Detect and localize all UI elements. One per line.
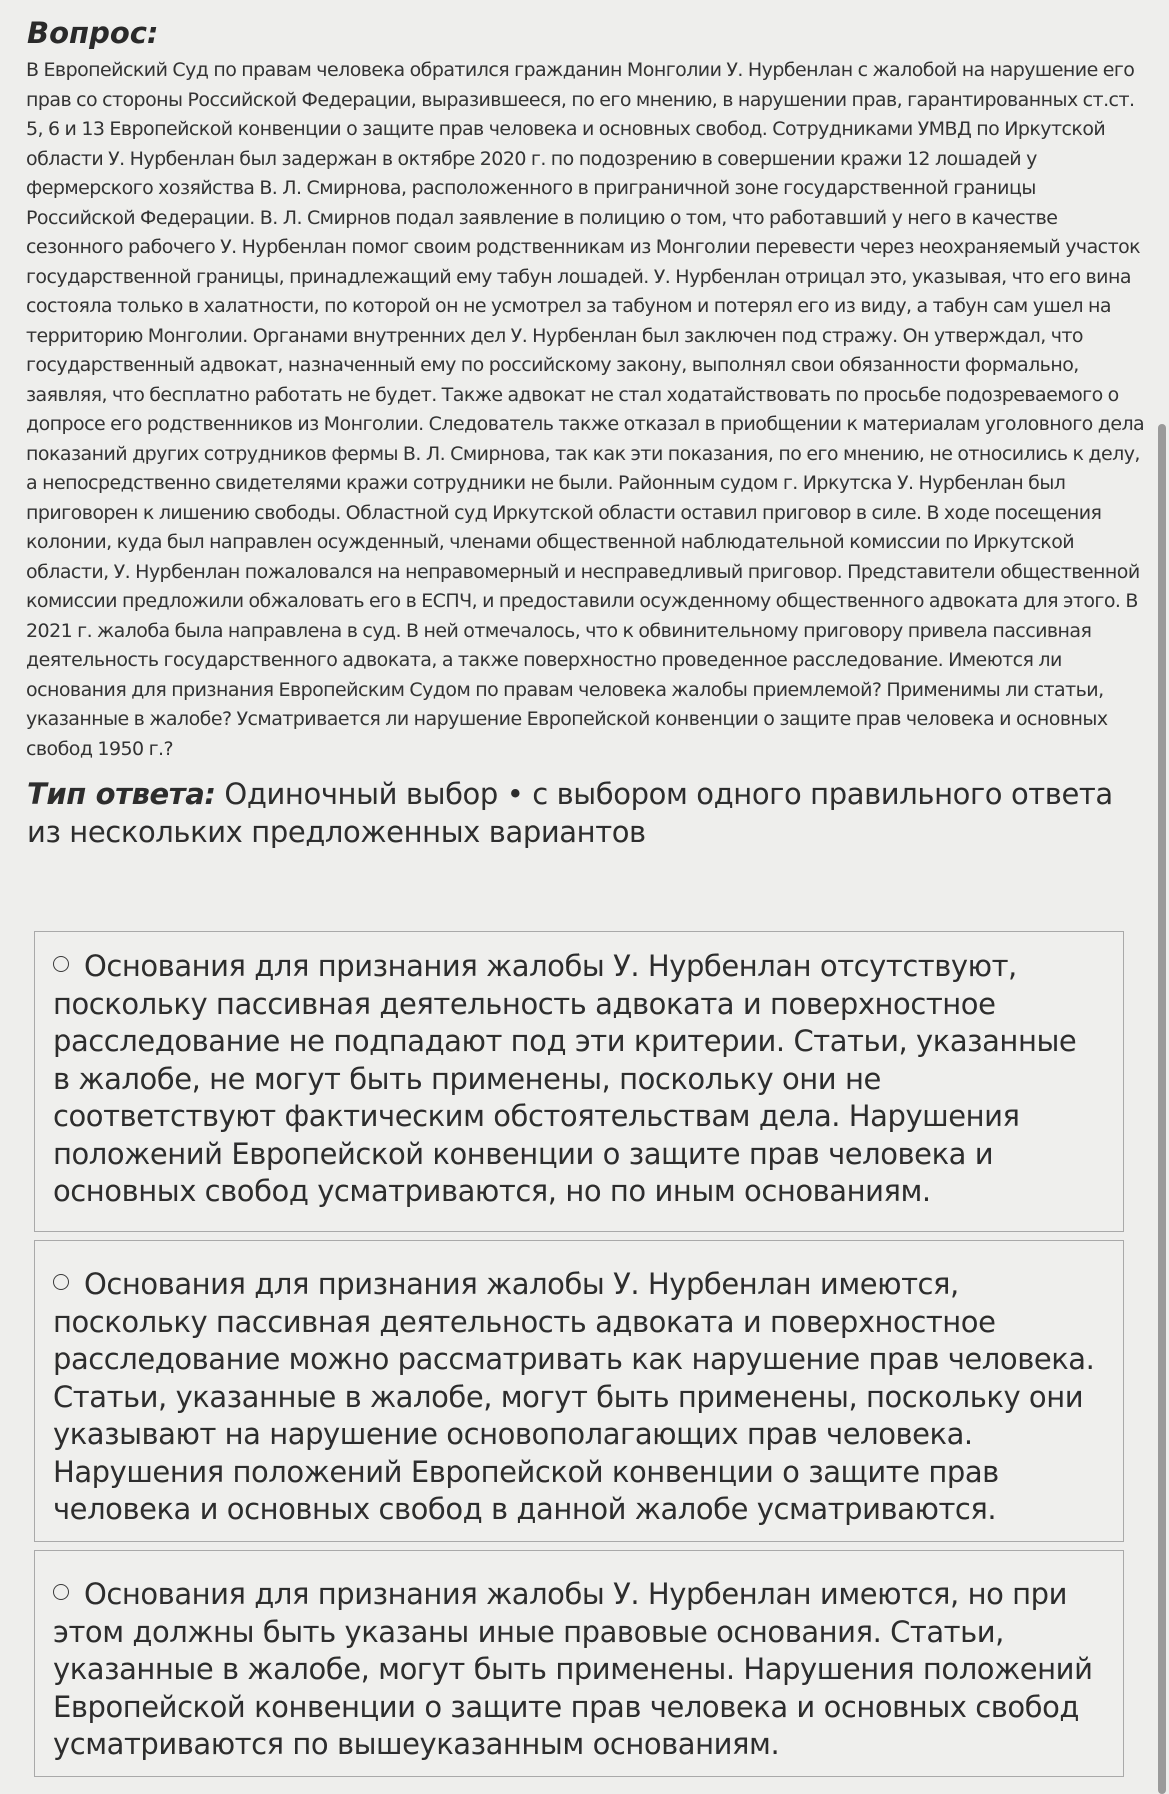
answer-type-label: Тип ответа: [27,777,216,811]
answer-option-2[interactable] [34,1240,1124,1542]
vertical-scrollbar[interactable] [1158,424,1166,1794]
radio-button-icon[interactable] [53,1584,69,1600]
question-heading: Вопрос: [27,16,159,50]
answer-type-value: Одиночный выбор • с выбором одного правильного ответа из нескольких предложенных вариантов [27,777,1113,849]
radio-button-icon[interactable] [53,956,69,972]
answer-option-1[interactable] [34,931,1124,1232]
answer-option-text: Основания для признания жалобы У. Нурбенлан отсутствуют, поскольку пассивная деятельность адвоката и поверхностное расследование не подпадают под эти критерии. Статьи, указанные в жалобе, не могут быть применены, поскольку они не соответствуют фактическим обстоятельствам дела. Нарушения положений Европейской конвенции о защите прав человека и основных свобод усматриваются, но по иным основаниям. [53,949,1077,1208]
radio-button-icon[interactable] [53,1274,69,1290]
question-text: В Европейский Суд по правам человека обратился гражданин Монголии У. Нурбенлан с жалобой на нарушение его прав со стороны Российской Федерации, выразившееся, по его мнению, в нарушении прав, гарантированных ст.ст. 5, 6 и 13 Европейской конвенции о защите прав человека и основных свобод. Сотрудниками УМВД по Иркутской области У. Нурбенлан был задержан в октябре 2020 г. по подозрению в совершении кражи 12 лошадей у фермерского хозяйства В. Л. Смирнова, расположенного в приграничной зоне государственной границы Российской Федерации. В. Л. Смирнов подал заявление в полицию о том, что работавший у него в качестве сезонного рабочего У. Нурбенлан помог своим родственникам из Монголии перевести через неохраняемый участок государственной границы, принадлежащий ему табун лошадей. У. Нурбенлан отрицал это, указывая, что его вина состояла только в халатности, по которой он не усмотрел за табуном и потерял его из виду, а табун сам ушел на территорию Монголии. Органами внутренних дел У. Нурбенлан был заключен под стражу. Он утверждал, что государственный адвокат, назначенный ему по российскому закону, выполнял свои обязанности формально, заявляя, что бесплатно работать не будет. Также адвокат не стал ходатайствовать по просьбе подозреваемого о допросе его родственников из Монголии. Следователь также отказал в приобщении к материалам уголовного дела показаний других сотрудников фермы В. Л. Смирнова, так как эти показания, по его мнению, не относились к делу, а непосредственно свидетелями кражи сотрудники не были. Районным судом г. Иркутска У. Нурбенлан был приговорен к лишению свободы. Областной суд Иркутской области оставил приговор в силе. В ходе посещения колонии, куда был направлен осужденный, членами общественной наблюдательной комиссии по Иркутской области, У. Нурбенлан пожаловался на неправомерный и несправедливый приговор. Представители общественной комиссии предложили обжаловать его в ЕСПЧ, и предоставили осужденному общественного адвоката для этого. В 2021 г. жалоба была направлена в суд. В ней отмечалось, что к обвинительному приговору привела пассивная деятельность государственного адвоката, а также поверхностно проведенное расследование. Имеются ли основания для признания Европейским Судом по правам человека жалобы приемлемой? Применимы ли статьи, указанные в жалобе? Усматривается ли нарушение Европейской конвенции о защите прав человека и основных свобод 1950 г.? [26,59,1145,760]
answer-type [27,775,1147,851]
answer-option-3[interactable] [34,1550,1124,1777]
answer-option-text: Основания для признания жалобы У. Нурбенлан имеются, поскольку пассивная деятельность адвоката и поверхностное расследование можно рассматривать как нарушение прав человека. Статьи, указанные в жалобе, могут быть применены, поскольку они указывают на нарушение основополагающих прав человека. Нарушения положений Европейской конвенции о защите прав человека и основных свобод в данной жалобе усматриваются. [53,1267,1095,1526]
answer-option-text: Основания для признания жалобы У. Нурбенлан имеются, но при этом должны быть указаны иные правовые основания. Статьи, указанные в жалобе, могут быть применены. Нарушения положений Европейской конвенции о защите прав человека и основных свобод усматриваются по вышеуказанным основаниям. [53,1577,1093,1761]
